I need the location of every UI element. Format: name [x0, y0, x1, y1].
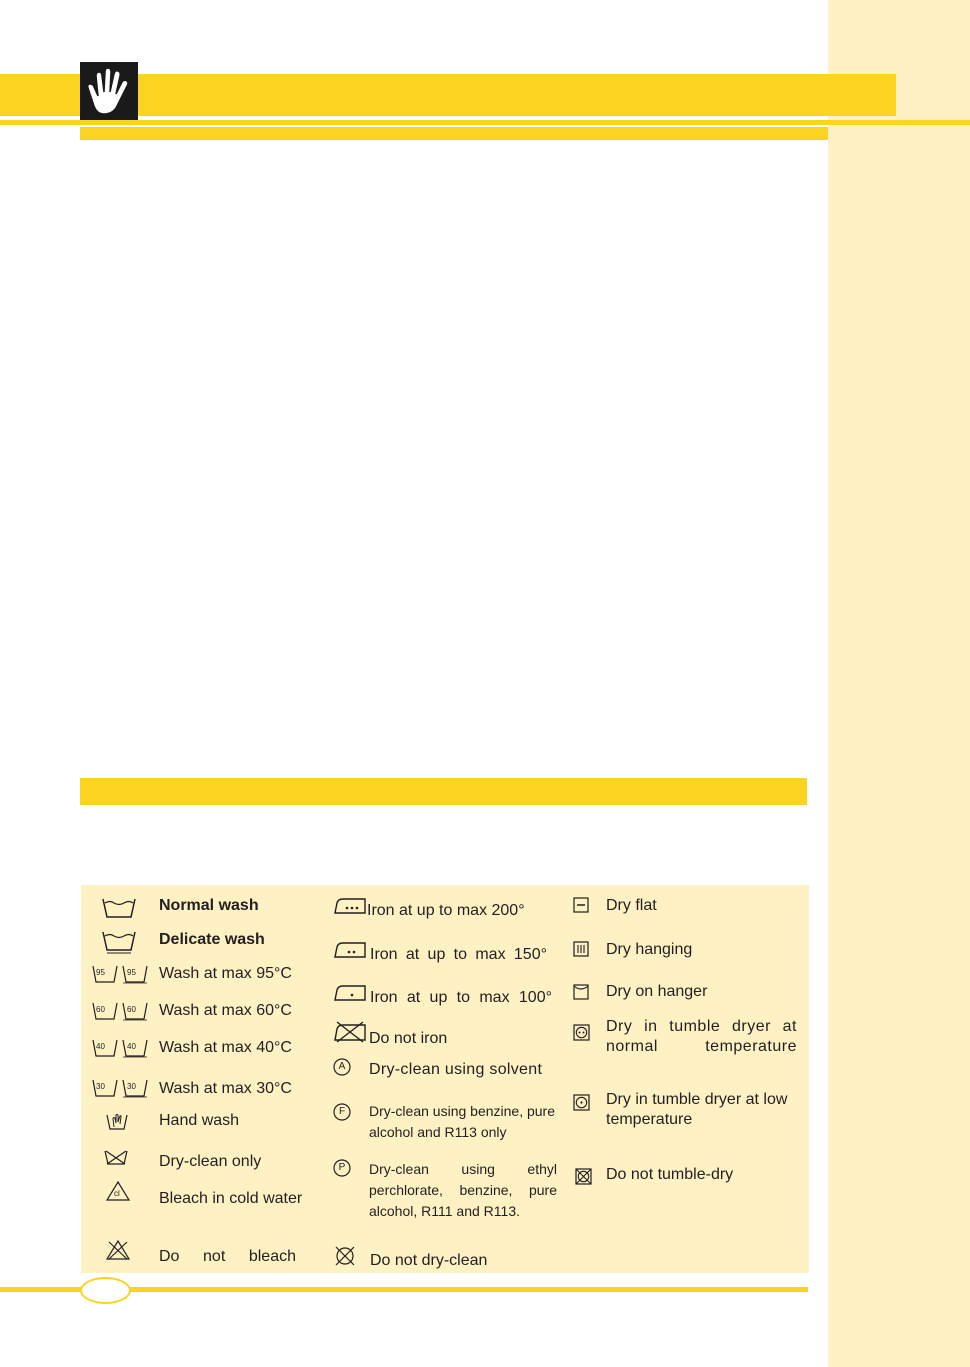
iron-200-label: Iron at up to max 200° [367, 902, 525, 919]
dry-hanging-label: Dry hanging [606, 941, 693, 958]
header-subbar [80, 127, 828, 140]
hand-wash-label: Hand wash [159, 1112, 240, 1129]
do-not-bleach-label: Do not bleach [159, 1248, 296, 1265]
normal-wash-label: Normal wash [159, 897, 259, 914]
dry-clean-f-letter: F [338, 1106, 346, 1117]
temp-40-a: 40 [96, 1042, 105, 1051]
hand-icon [80, 62, 138, 120]
do-not-iron-icon [333, 1021, 367, 1043]
delicate-wash-label: Delicate wash [159, 931, 265, 948]
dry-on-hanger-icon [573, 984, 589, 1000]
tumble-normal-label: Dry in tumble dryer at normal temperature [606, 1018, 797, 1055]
iron-200-icon [333, 897, 367, 915]
hand-wash-icon [106, 1111, 128, 1131]
page-number-oval [80, 1277, 131, 1304]
dry-clean-only-label: Dry-clean only [159, 1153, 262, 1170]
dc-solvent-label: Dry-clean using solvent [369, 1061, 543, 1078]
wash-tub-icon [102, 897, 136, 919]
dry-on-hanger-label: Dry on hanger [606, 983, 708, 1000]
wash-95-label: Wash at max 95°C [159, 965, 292, 982]
temp-30-a: 30 [96, 1082, 105, 1091]
temp-95-b: 95 [127, 968, 136, 977]
dry-clean-p-letter: P [338, 1162, 346, 1173]
temp-40-b: 40 [127, 1042, 136, 1051]
temp-30-b: 30 [127, 1082, 136, 1091]
dry-clean-only-icon [104, 1150, 128, 1166]
dry-hanging-icon [573, 941, 589, 957]
delicate-wash-icon [102, 930, 136, 954]
tumble-normal-icon [573, 1024, 590, 1041]
section-bar [80, 778, 807, 805]
tumble-low-label: Dry in tumble dryer at low temperature [606, 1091, 788, 1128]
do-not-iron-label: Do not iron [369, 1030, 448, 1047]
wash-60-label: Wash at max 60°C [159, 1002, 292, 1019]
iron-100-label: Iron at up to max 100° [370, 989, 552, 1006]
wash-30-label: Wash at max 30°C [159, 1080, 292, 1097]
dry-flat-label: Dry flat [606, 897, 657, 914]
dry-flat-icon [573, 897, 589, 913]
iron-150-label: Iron at up to max 150° [370, 946, 547, 963]
header-rule [0, 120, 970, 125]
temp-60-b: 60 [127, 1005, 136, 1014]
iron-100-icon [333, 984, 367, 1002]
do-not-dry-clean-icon [335, 1246, 355, 1266]
do-not-tumble-icon [575, 1168, 592, 1185]
do-not-dry-clean-label: Do not dry-clean [370, 1252, 488, 1269]
side-strip [828, 0, 970, 1367]
bleach-cl-text: cl [114, 1189, 120, 1198]
do-not-tumble-label: Do not tumble-dry [606, 1166, 734, 1183]
dc-ethyl-label: Dry-clean using ethyl perchlorate, benzine, pure alcohol, R111 and R113. [369, 1161, 557, 1219]
bleach-cold-label: Bleach in cold water [159, 1190, 303, 1207]
tumble-low-icon [573, 1094, 590, 1111]
dry-clean-a-letter: A [338, 1061, 346, 1072]
temp-95-a: 95 [96, 968, 105, 977]
do-not-bleach-icon [106, 1240, 130, 1260]
wash-40-label: Wash at max 40°C [159, 1039, 292, 1056]
dc-benzine-label: Dry-clean using benzine, pure alcohol and R113 only [369, 1103, 555, 1140]
temp-60-a: 60 [96, 1005, 105, 1014]
iron-150-icon [333, 941, 367, 959]
